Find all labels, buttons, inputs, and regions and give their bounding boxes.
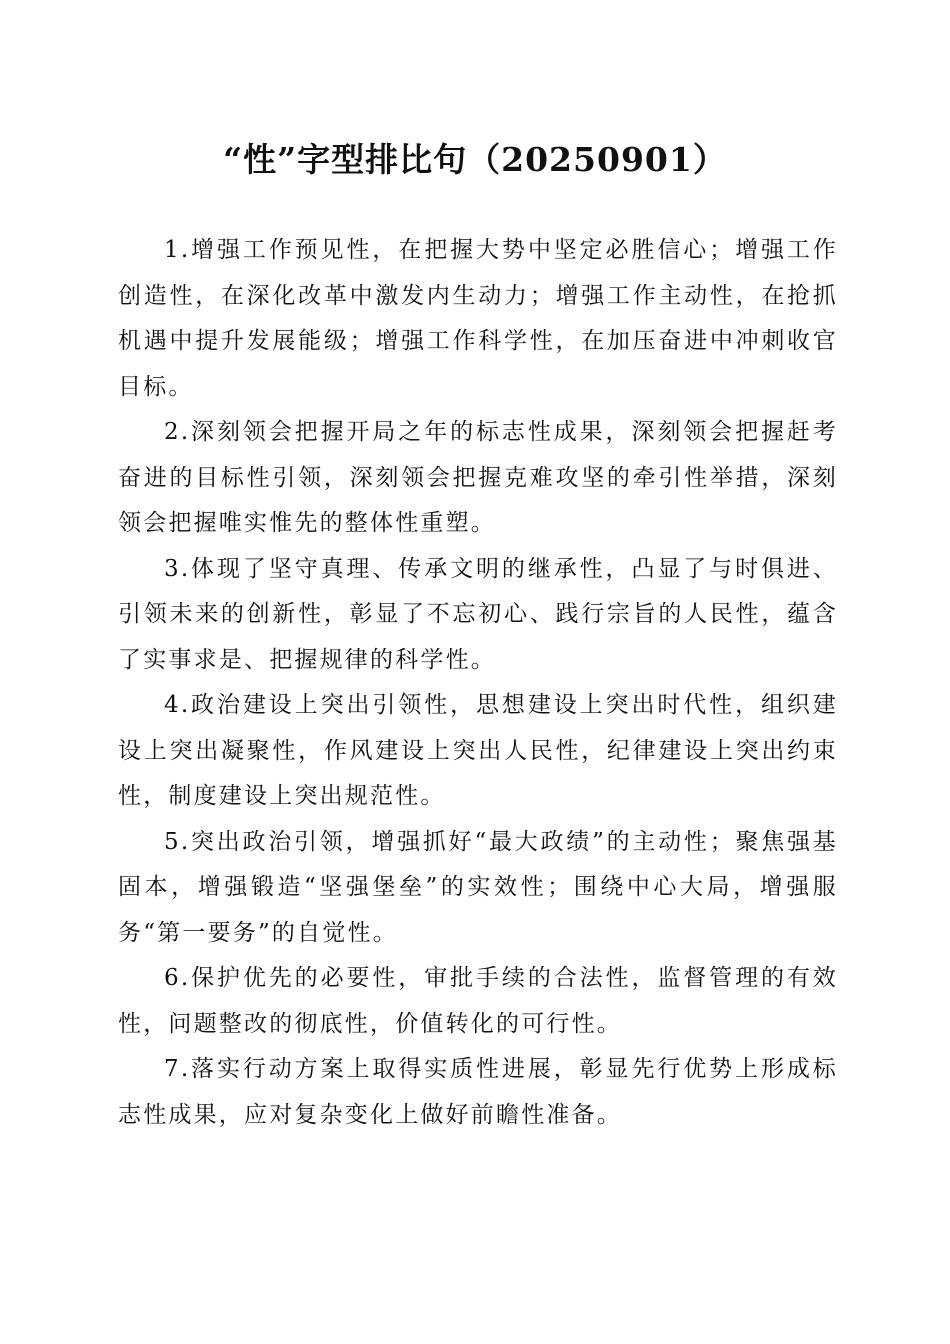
paragraph-7: 7.落实行动方案上取得实质性进展，彰显先行优势上形成标志性成果，应对复杂变化上做好前瞻性准备。: [118, 1056, 838, 1128]
paragraph-6: 6.保护优先的必要性，审批手续的合法性，监督管理的有效性，问题整改的彻底性，价值转化的可行性。: [118, 965, 838, 1037]
paragraph-4: 4.政治建设上突出引领性，思想建设上突出时代性，组织建设上突出凝聚性，作风建设上突出人民性，纪律建设上突出约束性，制度建设上突出规范性。: [118, 692, 838, 809]
paragraph-3: 3.体现了坚守真理、传承文明的继承性，凸显了与时俱进、引领未来的创新性，彰显了不忘初心、践行宗旨的人民性，蕴含了实事求是、把握规律的科学性。: [118, 555, 838, 673]
document-body: [118, 228, 838, 1138]
paragraph-1: 1.增强工作预见性，在把握大势中坚定必胜信心；增强工作创造性，在深化改革中激发内生动力；增强工作主动性，在抢抓机遇中提升发展能级；增强工作科学性，在加压奋进中冲刺收官目标。: [118, 237, 838, 400]
paragraph-5: 5.突出政治引领，增强抓好“最大政绩”的主动性；聚焦强基固本，增强锻造“坚强堡垒”的实效性；围绕中心大局，增强服务“第一要务”的自觉性。: [118, 828, 838, 946]
document-title: “性”字型排比句（20250901）: [223, 140, 727, 179]
paragraph-2: 2.深刻领会把握开局之年的标志性成果，深刻领会把握赶考奋进的目标性引领，深刻领会把握克难攻坚的牵引性举措，深刻领会把握唯实惟先的整体性重塑。: [118, 419, 838, 536]
